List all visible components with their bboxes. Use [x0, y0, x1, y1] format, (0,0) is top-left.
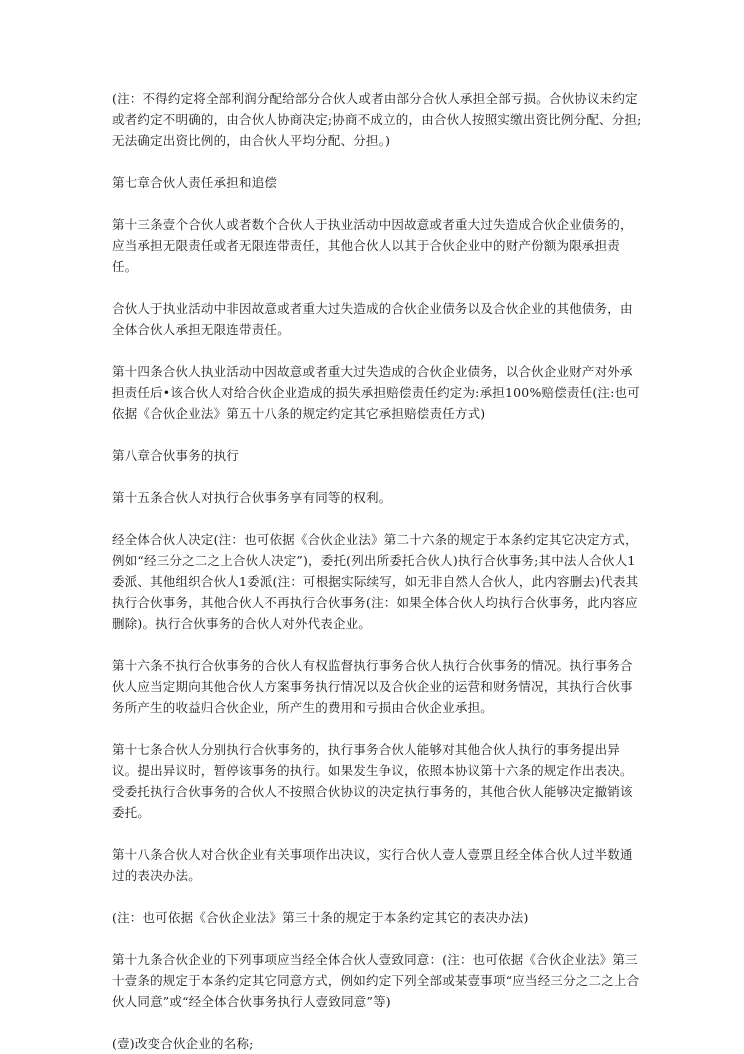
article-19-item-1: (壹)改变合伙企业的名称; [112, 1036, 254, 1051]
chapter-8-heading: 第八章合伙事务的执行 [112, 448, 240, 463]
article-17: 第十七条合伙人分别执行合伙事务的，执行事务合伙人能够对其他合伙人执行的事务提出异议。提出异议时，暂停该事务的执行。如果发生争议，依照本协议第十六条的规定作出表决。受委托执行合伙事务的合伙人不按照合伙协议的决定执行事务的，其他合伙人能够决定撤销该委托。 [112, 742, 633, 820]
chapter-7-heading: 第七章合伙人责任承担和追偿 [112, 175, 278, 190]
article-16: 第十六条不执行合伙事务的合伙人有权监督执行事务合伙人执行合伙事务的情况。执行事务合伙人应当定期向其他合伙人方案事务执行情况以及合伙企业的运营和财务情况，其执行合伙事务所产生的收益归合伙企业，所产生的费用和亏损由合伙企业承担。 [112, 658, 633, 715]
article-18: 第十八条合伙人对合伙企业有关事项作出决议，实行合伙人壹人壹票且经全体合伙人过半数通过的表决办法。 [112, 847, 633, 883]
article-13-paragraph-2: 合伙人于执业活动中非因故意或者重大过失造成的合伙企业债务以及合伙企业的其他债务，由全体合伙人承担无限连带责任。 [112, 301, 633, 337]
note-voting-method: (注：也可依据《合伙企业法》第三十条的规定于本条约定其它的表决办法) [112, 910, 529, 925]
article-14: 第十四条合伙人执业活动中因故意或者重大过失造成的合伙企业债务，以合伙企业财产对外承担责任后•该合伙人对给合伙企业造成的损失承担赔偿责任约定为:承担100%赔偿责任(注:也可依据《合伙企业法》第五十八条的规定约定其它承担赔偿责任方式) [112, 364, 640, 421]
article-13: 第十三条壹个合伙人或者数个合伙人于执业活动中因故意或者重大过失造成合伙企业债务的，应当承担无限责任或者无限连带责任，其他合伙人以其于合伙企业中的财产份额为限承担责任。 [112, 217, 633, 274]
article-15-paragraph-2: 经全体合伙人决定(注：也可依据《合伙企业法》第二十六条的规定于本条约定其它决定方式，例如“经三分之二之上合伙人决定”)，委托(列出所委托合伙人)执行合伙事务;其中法人合伙人1委派、其他组织合伙人1委派(注：可根据实际续写，如无非自然人合伙人，此内容删去)代表其执行合伙事务，其他合伙人不再执行合伙事务(注：如果全体合伙人均执行合伙事务，此内容应删除)。执行合伙事务的合伙人对外代表企业。 [112, 532, 639, 631]
article-15: 第十五条合伙人对执行合伙事务享有同等的权利。 [112, 490, 392, 505]
article-19: 第十九条合伙企业的下列事项应当经全体合伙人壹致同意：(注：也可依据《合伙企业法》第三十壹条的规定于本条约定其它同意方式，例如约定下列全部或某壹事项“应当经三分之二之上合伙人同意”或“经全体合伙事务执行人壹致同意”等) [112, 952, 640, 1009]
note-profit-distribution: (注：不得约定将全部利润分配给部分合伙人或者由部分合伙人承担全部亏损。合伙协议未约定或者约定不明确的，由合伙人协商决定;协商不成立的，由合伙人按照实缴出资比例分配、分担;无法确定出资比例的，由合伙人平均分配、分担。) [112, 91, 642, 148]
